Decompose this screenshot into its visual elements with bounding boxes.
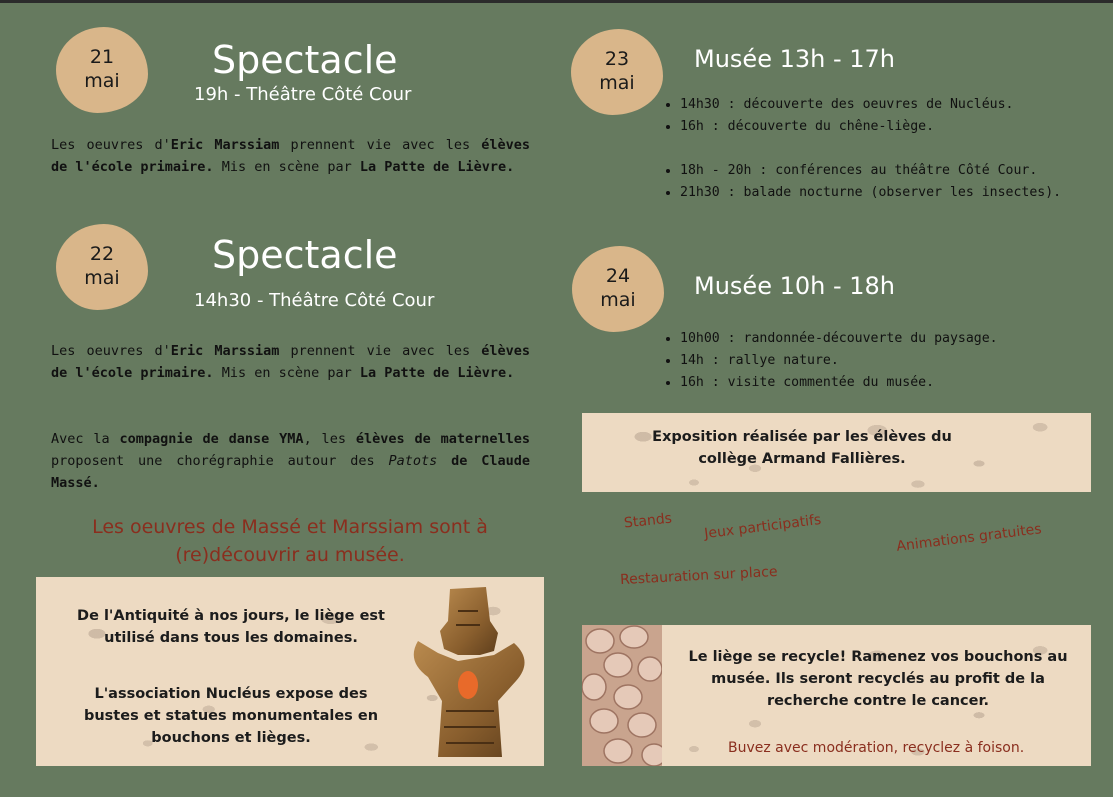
expo-text: Exposition réalisée par les élèves du collège Armand Fallières. xyxy=(652,429,952,467)
top-border xyxy=(0,0,1113,3)
list-item: • 16h : découverte du chêne-liège. xyxy=(680,116,1061,138)
spectacle-subtitle-1: 19h - Théâtre Côté Cour xyxy=(194,84,412,105)
tag-stands: Stands xyxy=(623,510,673,532)
recycle-panel xyxy=(582,625,1091,766)
musee-schedule-2 xyxy=(656,328,998,394)
date-badge-22 xyxy=(56,224,148,310)
tag-animations: Animations gratuites xyxy=(895,521,1043,555)
musee-title-1: Musée 13h - 17h xyxy=(694,45,895,73)
list-item: • 14h30 : découverte des oeuvres de Nucléus. xyxy=(680,94,1061,116)
date-badge-21 xyxy=(56,27,148,113)
dance-description: Avec la compagnie de danse YMA, les élèves de maternelles proposent une chorégraphie autour des Patots de Claude Massé. xyxy=(51,431,530,491)
nucleus-text: L'association Nucléus expose des bustes et statues monumentales en bouchons et lièges. xyxy=(83,686,379,746)
badge-day: 22 xyxy=(89,243,115,266)
badge-day: 24 xyxy=(605,265,631,288)
tag-jeux: Jeux participatifs xyxy=(703,511,823,543)
cork-history-text: De l'Antiquité à nos jours, le liège est utilisé dans tous les domaines. xyxy=(77,608,385,646)
musee-schedule-1 xyxy=(656,94,1061,204)
cork-panel-left xyxy=(36,577,544,766)
spectacle-description-2: Les oeuvres d'Eric Marssiam prennent vie avec les élèves de l'école primaire. Mis en scène par La Patte de Lièvre. xyxy=(51,343,530,381)
recycle-text: Le liège se recycle! Ramenez vos bouchons au musée. Ils seront recyclés au profit de la recherche contre le cancer. xyxy=(688,649,1068,709)
spectacle-title-2: Spectacle xyxy=(212,233,398,277)
wine-corks-image xyxy=(582,625,662,766)
spectacle-title-1: Spectacle xyxy=(212,38,398,82)
cork-sculpture-image xyxy=(398,581,538,763)
list-spacer xyxy=(680,138,1061,160)
badge-day: 21 xyxy=(89,46,115,69)
badge-month: mai xyxy=(599,72,635,94)
museum-highlight: Les oeuvres de Massé et Marssiam sont à (re)découvrir au musée. xyxy=(92,516,488,566)
badge-day: 23 xyxy=(604,48,630,71)
expo-panel xyxy=(582,413,1091,492)
tag-restauration: Restauration sur place xyxy=(619,563,778,589)
badge-month: mai xyxy=(600,289,636,311)
list-item: • 21h30 : balade nocturne (observer les insectes). xyxy=(680,182,1061,204)
spectacle-subtitle-2: 14h30 - Théâtre Côté Cour xyxy=(194,290,435,311)
spectacle-description-1: Les oeuvres d'Eric Marssiam prennent vie avec les élèves de l'école primaire. Mis en scène par La Patte de Lièvre. xyxy=(51,137,530,175)
date-badge-23 xyxy=(571,29,663,115)
musee-title-2: Musée 10h - 18h xyxy=(694,272,895,300)
list-item: • 16h : visite commentée du musée. xyxy=(680,372,998,394)
list-item: • 18h - 20h : conférences au théâtre Côté Cour. xyxy=(680,160,1061,182)
recycle-footer: Buvez avec modération, recyclez à foison. xyxy=(728,740,1025,756)
badge-month: mai xyxy=(84,70,120,92)
date-badge-24 xyxy=(572,246,664,332)
list-item: • 14h : rallye nature. xyxy=(680,350,998,372)
badge-month: mai xyxy=(84,267,120,289)
list-item: • 10h00 : randonnée-découverte du paysage. xyxy=(680,328,998,350)
